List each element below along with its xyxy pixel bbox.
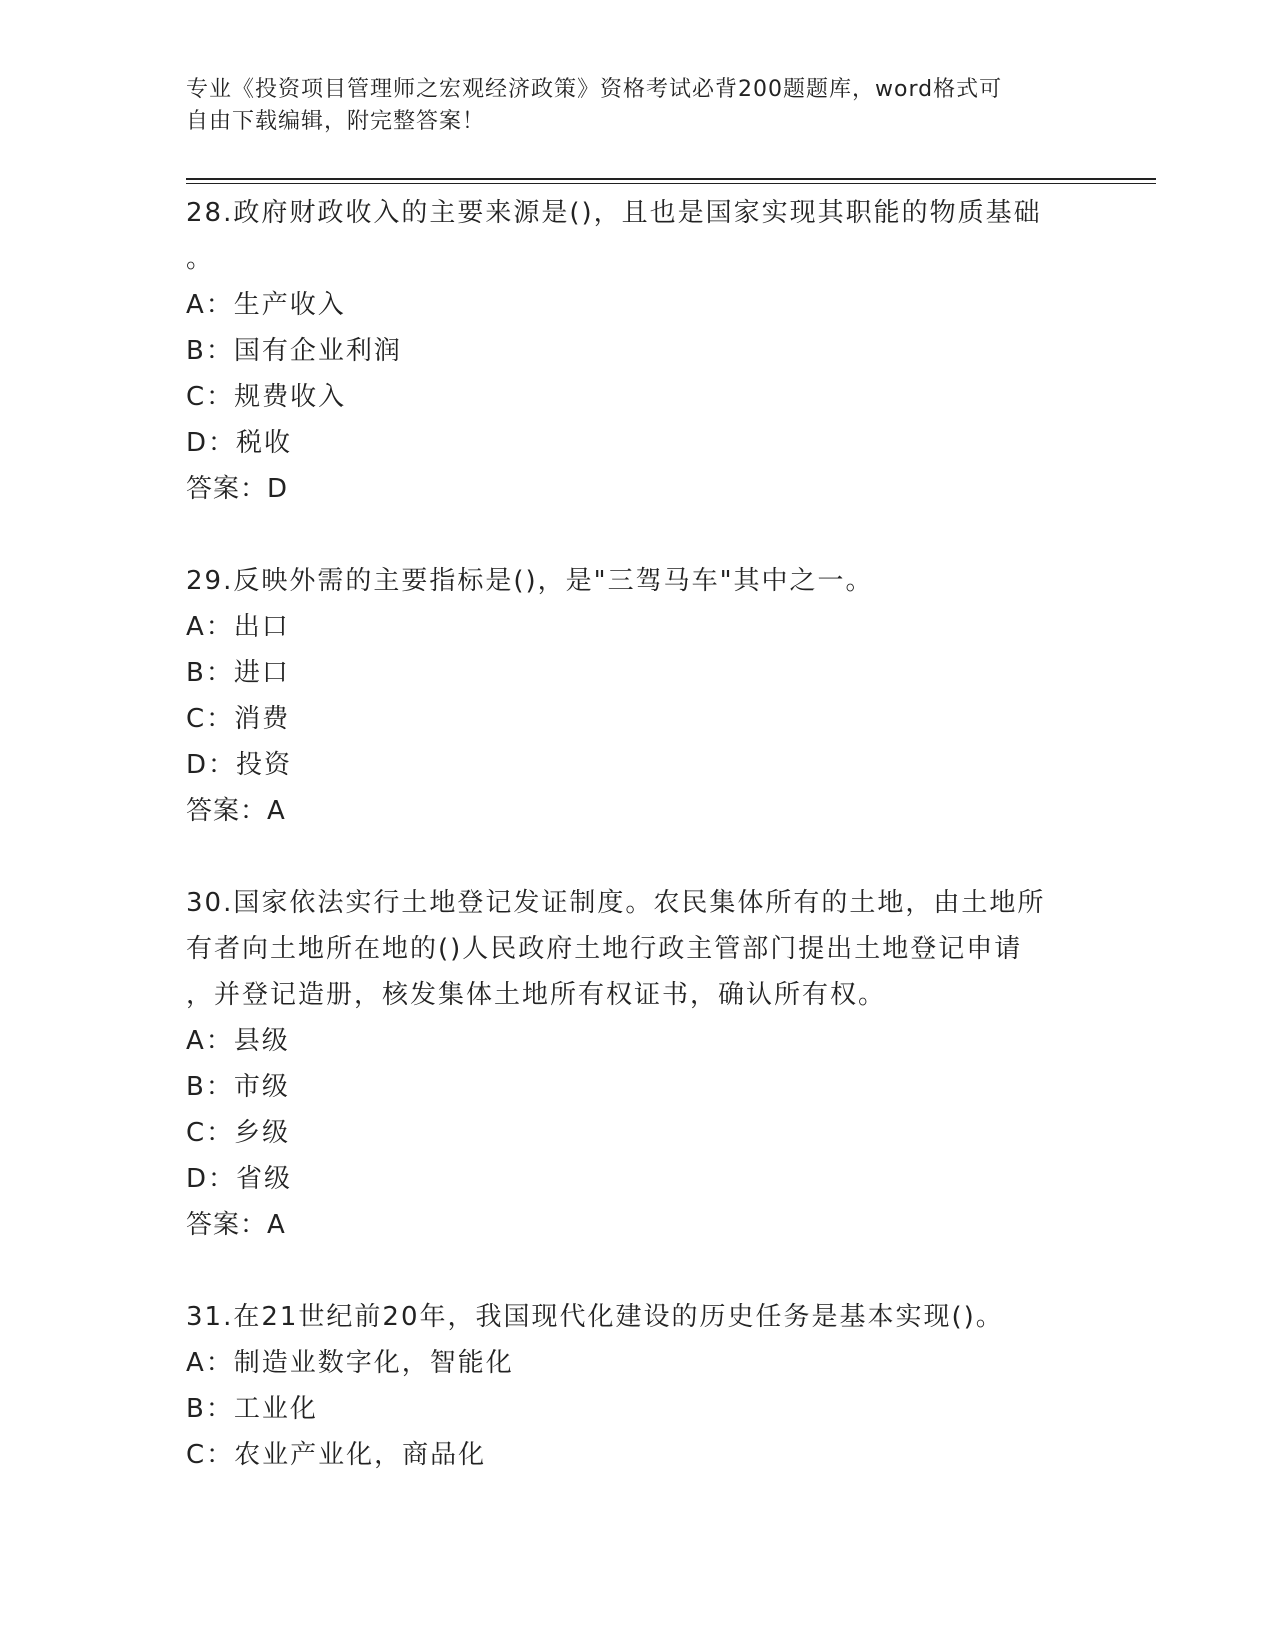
answer-option [186,328,1086,374]
option-text: 国有企业利润 [233,336,402,366]
header-line-1: 专业《投资项目管理师之宏观经济政策》资格考试必背200题题库，word格式可 [186,77,1003,102]
option-letter: C： [186,1118,235,1148]
question-stem [186,190,1086,282]
answer-option [186,1064,1086,1110]
option-text: 投资 [236,750,293,780]
option-text: 生产收入 [233,290,346,320]
question-stem-line: 31.在21世纪前20年，我国现代化建设的历史任务是基本实现()。 [186,1302,1004,1332]
header-rule-thin [186,183,1156,184]
option-letter: D： [186,428,237,458]
option-text: 市级 [233,1072,290,1102]
option-letter: A： [186,1348,234,1378]
option-letter: B： [186,658,234,688]
answer-key: 答案：D [186,474,289,504]
answer-option [186,374,1086,420]
answer-option [186,1432,1086,1478]
option-text: 乡级 [234,1118,291,1148]
question-block [186,558,1086,834]
answer-option [186,1110,1086,1156]
question-stem-line: 29.反映外需的主要指标是()，是"三驾马车"其中之一。 [186,566,874,596]
option-letter: A： [186,612,234,642]
option-letter: A： [186,290,234,320]
question-stem [186,880,1086,1018]
question-stem-line: ，并登记造册，核发集体土地所有权证书，确认所有权。 [186,980,887,1010]
option-letter: C： [186,1440,235,1470]
option-text: 制造业数字化，智能化 [233,1348,514,1378]
option-letter: B： [186,1072,234,1102]
answer-key: 答案：A [186,1210,286,1240]
question-stem [186,558,1086,604]
option-letter: D： [186,1164,237,1194]
option-text: 省级 [236,1164,293,1194]
option-text: 农业产业化，商品化 [234,1440,487,1470]
option-text: 税收 [236,428,293,458]
option-letter: C： [186,704,235,734]
answer-option [186,604,1086,650]
question-stem-line: 有者向土地所在地的()人民政府土地行政主管部门提出土地登记申请 [186,934,1023,964]
question-stem-line: 28.政府财政收入的主要来源是()，且也是国家实现其职能的物质基础 [186,198,1042,228]
question-block [186,1294,1086,1478]
question-block [186,190,1086,512]
option-text: 工业化 [233,1394,318,1424]
answer-option [186,696,1086,742]
option-letter: A： [186,1026,234,1056]
option-letter: B： [186,1394,234,1424]
answer-option [186,1156,1086,1202]
header-line-2: 自由下载编辑，附完整答案！ [186,109,486,134]
option-text: 规费收入 [234,382,347,412]
document-header [186,74,1086,138]
question-stem-line: 。 [186,244,215,274]
question-list [186,190,1086,1524]
answer-option [186,1018,1086,1064]
option-text: 消费 [234,704,291,734]
question-stem [186,1294,1086,1340]
option-text: 进口 [233,658,290,688]
question-stem-line: 30.国家依法实行土地登记发证制度。农民集体所有的土地，由土地所 [186,888,1046,918]
option-text: 出口 [233,612,290,642]
option-letter: B： [186,336,234,366]
option-text: 县级 [233,1026,290,1056]
option-letter: C： [186,382,235,412]
answer-option [186,650,1086,696]
header-rule-thick [186,178,1156,180]
answer-option [186,1340,1086,1386]
answer-option [186,742,1086,788]
answer-option [186,1386,1086,1432]
answer-key: 答案：A [186,796,286,826]
question-block [186,880,1086,1248]
option-letter: D： [186,750,237,780]
answer-option [186,282,1086,328]
answer-option [186,420,1086,466]
